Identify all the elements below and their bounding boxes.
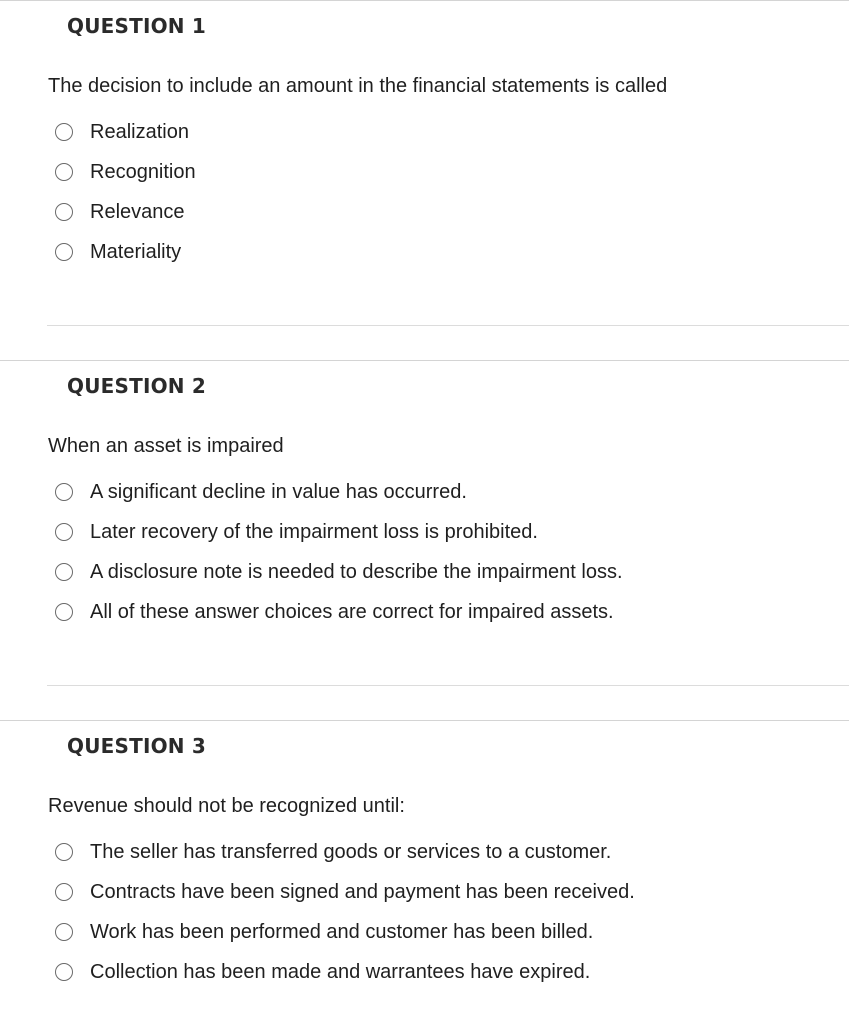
answer-option[interactable] — [55, 952, 635, 992]
question-prompt: When an asset is impaired — [48, 435, 284, 457]
question-title: QUESTION 2 — [67, 374, 207, 398]
option-label[interactable]: The seller has transferred goods or services to a customer. — [90, 841, 612, 863]
radio-button[interactable] — [55, 923, 73, 941]
question-footer-divider — [47, 685, 849, 686]
option-label[interactable]: Realization — [90, 121, 189, 143]
question-divider — [0, 720, 849, 721]
option-label[interactable]: Collection has been made and warrantees have expired. — [90, 961, 591, 983]
option-label[interactable]: A disclosure note is needed to describe the impairment loss. — [90, 561, 623, 583]
option-label[interactable]: Relevance — [90, 201, 185, 223]
question-2 — [0, 374, 849, 694]
radio-button[interactable] — [55, 163, 73, 181]
answer-options — [55, 112, 196, 272]
answer-option[interactable] — [55, 472, 623, 512]
answer-option[interactable] — [55, 192, 196, 232]
radio-button[interactable] — [55, 843, 73, 861]
answer-option[interactable] — [55, 912, 635, 952]
answer-option[interactable] — [55, 152, 196, 192]
option-label[interactable]: A significant decline in value has occurred. — [90, 481, 467, 503]
answer-option[interactable] — [55, 232, 196, 272]
option-label[interactable]: All of these answer choices are correct for impaired assets. — [90, 601, 614, 623]
option-label[interactable]: Recognition — [90, 161, 196, 183]
radio-button[interactable] — [55, 123, 73, 141]
radio-button[interactable] — [55, 203, 73, 221]
radio-button[interactable] — [55, 523, 73, 541]
radio-button[interactable] — [55, 963, 73, 981]
answer-option[interactable] — [55, 512, 623, 552]
answer-option[interactable] — [55, 872, 635, 912]
question-3 — [0, 734, 849, 1024]
answer-option[interactable] — [55, 112, 196, 152]
radio-button[interactable] — [55, 563, 73, 581]
option-label[interactable]: Contracts have been signed and payment has been received. — [90, 881, 635, 903]
answer-options — [55, 832, 635, 992]
question-footer-divider — [47, 325, 849, 326]
radio-button[interactable] — [55, 883, 73, 901]
question-prompt: Revenue should not be recognized until: — [48, 795, 405, 817]
option-label[interactable]: Later recovery of the impairment loss is prohibited. — [90, 521, 538, 543]
answer-option[interactable] — [55, 832, 635, 872]
question-title: QUESTION 3 — [67, 734, 207, 758]
radio-button[interactable] — [55, 603, 73, 621]
radio-button[interactable] — [55, 483, 73, 501]
answer-options — [55, 472, 623, 632]
question-title: QUESTION 1 — [67, 14, 207, 38]
question-1 — [0, 14, 849, 334]
option-label[interactable]: Materiality — [90, 241, 182, 263]
answer-option[interactable] — [55, 552, 623, 592]
question-divider — [0, 360, 849, 361]
question-prompt: The decision to include an amount in the financial statements is called — [48, 75, 668, 97]
option-label[interactable]: Work has been performed and customer has been billed. — [90, 921, 594, 943]
radio-button[interactable] — [55, 243, 73, 261]
answer-option[interactable] — [55, 592, 623, 632]
top-divider — [0, 0, 849, 1]
